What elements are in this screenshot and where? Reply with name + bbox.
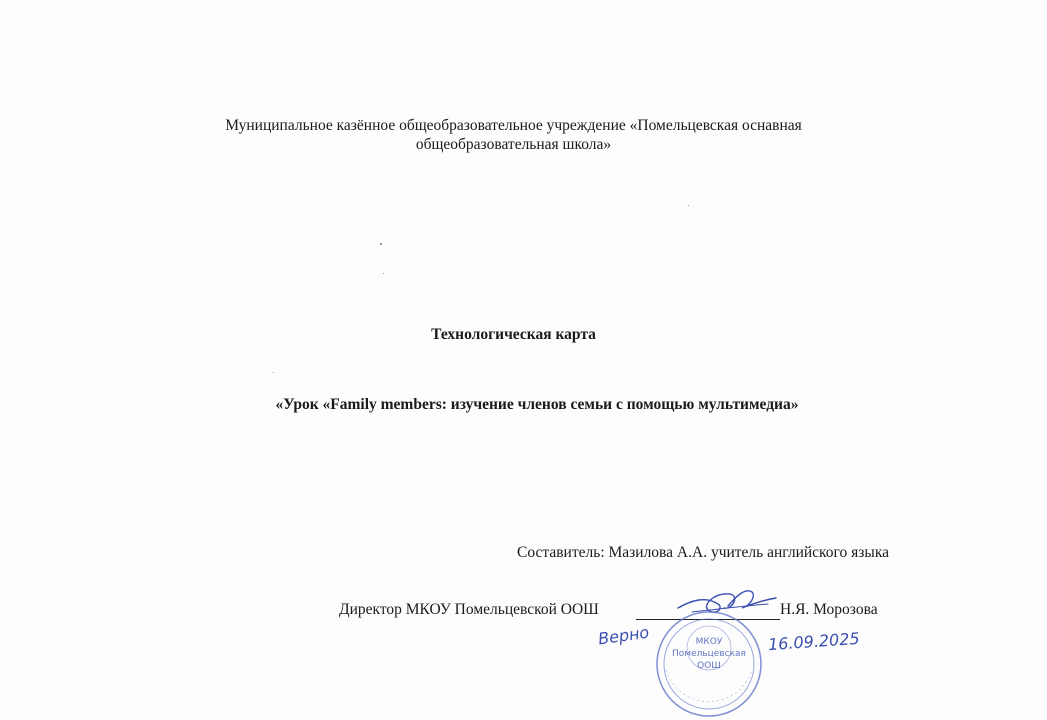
verification-word: Верно <box>596 622 651 649</box>
document-title: Технологическая карта <box>431 326 596 343</box>
director-label: Директор МКОУ Помельцевской ООШ <box>339 601 599 618</box>
institution-line-2: общеобразовательная школа» <box>415 136 612 153</box>
stamp-text-2: Помельцевская <box>672 649 746 659</box>
scan-speck <box>688 205 689 206</box>
stamp-text-1: МКОУ <box>695 637 723 647</box>
director-name: Н.Я. Морозова <box>780 601 878 618</box>
scan-speck <box>383 273 384 274</box>
scan-speck <box>380 243 382 245</box>
verification-date: 16.09.2025 <box>767 628 861 655</box>
lesson-title: «Урок «Family members: изучение членов семьи с помощью мультимедиа» <box>275 396 799 413</box>
author-line: Составитель: Мазилова А.А. учитель английского языка <box>517 544 889 561</box>
institution-name <box>150 116 877 154</box>
scan-speck <box>273 372 274 373</box>
stamp-text-3: ООШ <box>697 661 721 671</box>
official-stamp <box>634 608 784 720</box>
institution-line-1: Муниципальное казённое общеобразовательное учреждение «Помельцевская оснавная <box>225 117 802 134</box>
